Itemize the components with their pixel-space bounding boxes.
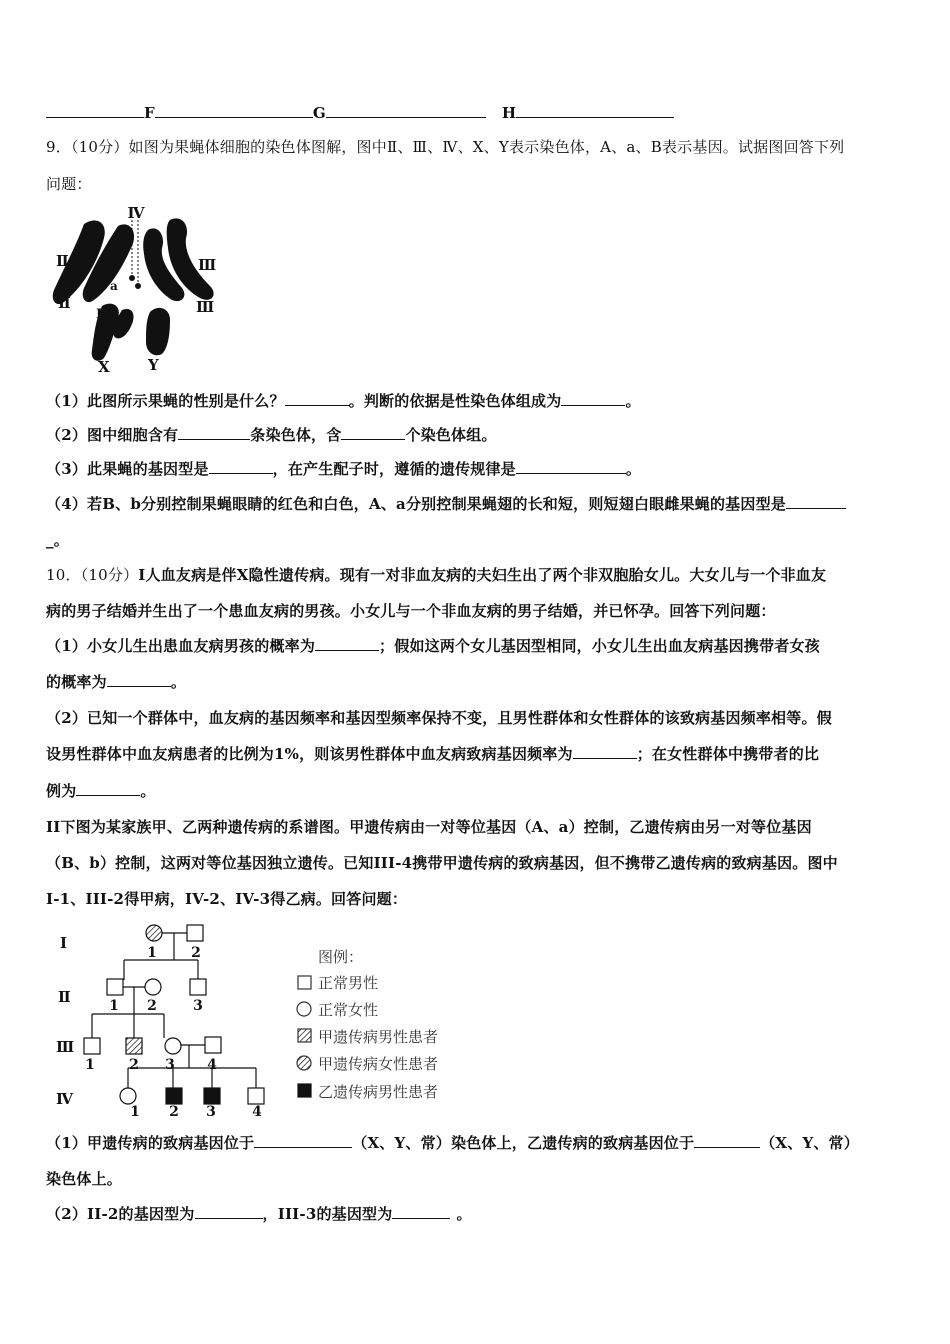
q10-final-q2-text-c: 。: [456, 1205, 472, 1223]
q9-score: （10分）: [70, 138, 129, 156]
q10-final-q2-blank-2[interactable]: [392, 1204, 450, 1219]
q10-number: 10．: [46, 566, 81, 584]
person-I-2: [187, 925, 203, 941]
q10-sub2-line2: [46, 744, 908, 764]
person-III-1: [84, 1038, 100, 1054]
q10-final-q2: [46, 1204, 908, 1224]
q10-final-q1-text-b: （X、Y、常）染色体上，乙遗传病的致病基因位于: [352, 1134, 695, 1152]
person-II-3: [190, 979, 206, 995]
q10-sub2-text-1: （2）已知一个群体中，血友病的基因频率和基因型频率保持不变，且男性群体和女性群体的该致病基因频率相等。假: [46, 709, 832, 727]
answer-line-fgh: [46, 103, 908, 123]
legend-normal-male: 正常男性: [318, 974, 379, 992]
q10-sub2-text-3b: 。: [140, 782, 156, 800]
num-III-3: 3: [165, 1057, 175, 1073]
gen-I: Ⅰ: [60, 934, 68, 952]
q10-final-q1-text-d: 染色体上。: [46, 1170, 123, 1188]
q10-final-q1-blank-2[interactable]: [694, 1133, 760, 1148]
q10-sub2-line1: [46, 708, 908, 728]
q9-sub3: [46, 459, 908, 479]
q10-final-q1-text-a: （1）甲遗传病的致病基因位于: [46, 1134, 255, 1152]
person-II-1: [107, 979, 123, 995]
person-IV-3: [204, 1088, 220, 1104]
q9-sub4-end-text: _。: [46, 531, 69, 549]
chromosome-IV-left: [129, 275, 135, 281]
gen-IV: Ⅳ: [56, 1090, 74, 1108]
q10-part2-text-3: I-1、III-2得甲病，IV-2、IV-3得乙病。回答问题：: [46, 890, 408, 908]
q10-part2-text-2: （B、b）控制，这两对等位基因独立遗传。已知III-4携带甲遗传病的致病基因，但不携带乙遗传病的致病基因。图中: [46, 854, 838, 872]
q10-part1-line2: [46, 601, 908, 621]
q9-sub2-text-a: （2）图中细胞含有: [46, 426, 179, 444]
chromosome-Y: [146, 308, 170, 355]
label-g: G: [312, 104, 326, 122]
q9-sub3-text-c: 。: [625, 460, 642, 478]
num-II-2: 2: [147, 998, 157, 1014]
num-I-1: 1: [147, 945, 157, 961]
q10-sub2-line3: [46, 781, 908, 801]
q9-sub4-blank[interactable]: [786, 494, 846, 509]
num-III-1: 1: [85, 1057, 95, 1073]
q9-sub3-blank-1[interactable]: [209, 459, 273, 474]
q9-sub3-blank-2[interactable]: [516, 459, 626, 474]
q10-final-q2-text-b: ，III-3的基因型为: [262, 1205, 393, 1223]
q9-sub2-blank-1[interactable]: [178, 425, 250, 440]
num-II-3: 3: [193, 998, 203, 1014]
num-III-2: 2: [129, 1057, 139, 1073]
q10-sub1-text-c: 的概率为: [46, 673, 107, 691]
q10-part2-line3: [46, 889, 908, 909]
gen-II: Ⅱ: [58, 988, 71, 1006]
q9-sub1-text-b: 。判断的依据是性染色体组成为: [348, 392, 562, 410]
person-III-2: [126, 1038, 142, 1054]
legend-a-female: 甲遗传病女性患者: [318, 1055, 439, 1073]
num-III-4: 4: [207, 1057, 217, 1073]
legend-normal-female: 正常女性: [318, 1001, 379, 1019]
q10-final-q1-line2: [46, 1169, 908, 1189]
q10-part2-line1: [46, 817, 908, 837]
legend-b-male-icon: [298, 1084, 311, 1097]
legend-normal-male-icon: [298, 976, 311, 989]
num-IV-4: 4: [252, 1104, 262, 1120]
q9-sub4-text-a: （4）若B、b分别控制果蝇眼睛的红色和白色，A、a分别控制果蝇翅的长和短，则短翅白眼雌果蝇的基因型是: [46, 495, 786, 513]
q10-part2-text-1: II下图为某家族甲、乙两种遗传病的系谱图。甲遗传病由一对等位基因（A、a）控制，乙遗传病由另一对等位基因: [46, 818, 812, 836]
person-IV-4: [248, 1088, 264, 1104]
label-h: H: [501, 104, 517, 122]
q9-sub4-end: [46, 530, 908, 550]
blank-h[interactable]: [516, 103, 674, 118]
label-gene-a: a: [110, 279, 118, 293]
q9-sub4: [46, 494, 908, 514]
legend-a-male: 甲遗传病男性患者: [318, 1028, 439, 1046]
legend-normal-female-icon: [297, 1002, 311, 1016]
person-II-2: [145, 979, 161, 995]
q9-sub3-text-b: ，在产生配子时，遵循的遗传规律是: [272, 460, 516, 478]
q9-sub1-text-c: 。: [625, 392, 641, 410]
q10-sub2-blank-1[interactable]: [573, 744, 637, 759]
legend-b-male: 乙遗传病男性患者: [318, 1083, 439, 1101]
blank-g[interactable]: [326, 103, 486, 118]
pedigree-figure: [46, 916, 476, 1122]
q10-final-q1-blank-1[interactable]: [254, 1133, 352, 1148]
chromosome-figure: [46, 202, 226, 378]
person-III-4: [205, 1037, 221, 1053]
blank-e[interactable]: [46, 103, 144, 118]
label-II-top: Ⅱ: [56, 252, 69, 270]
q9-stem-2: 问题：: [46, 175, 92, 193]
num-IV-1: 1: [130, 1104, 140, 1120]
q10-sub1-line2: [46, 672, 908, 692]
label-III-top: Ⅲ: [198, 256, 217, 274]
num-IV-2: 2: [169, 1104, 179, 1120]
q10-final-q1-line1: [46, 1133, 908, 1153]
q9-sub1-blank-1[interactable]: [285, 391, 349, 406]
num-II-1: 1: [109, 998, 119, 1014]
blank-f[interactable]: [155, 103, 313, 118]
q9-sub2: [46, 425, 908, 445]
label-Y: Y: [148, 356, 159, 374]
label-IV: Ⅳ: [127, 204, 145, 222]
person-IV-2: [166, 1088, 182, 1104]
q10-part1-text-1: I人血友病是伴X隐性遗传病。现有一对非血友病的夫妇生出了两个非双胞胎女儿。大女儿与一个非血友: [138, 566, 827, 584]
legend-a-female-icon: [297, 1056, 311, 1070]
q9-sub1-text-a: （1）此图所示果蝇的性别是什么？: [46, 392, 285, 410]
q10-sub2-text-2b: ；在女性群体中携带者的比: [636, 745, 820, 763]
q10-score: （10分）: [80, 566, 139, 584]
q10-sub1-text-b: ；假如这两个女儿基因型相同，小女儿生出血友病基因携带者女孩: [379, 637, 820, 655]
q10-part1-line1: [46, 565, 908, 585]
q10-final-q2-text-a: （2）II-2的基因型为: [46, 1205, 195, 1223]
q9-stem-line1: [46, 137, 908, 157]
q10-sub2-text-3a: 例为: [46, 782, 77, 800]
q9-stem-line2: [46, 174, 908, 194]
q10-final-q1-text-c: （X、Y、常）: [760, 1134, 859, 1152]
gen-III: Ⅲ: [56, 1038, 75, 1056]
q10-sub1-blank-2[interactable]: [107, 672, 171, 687]
label-gene-A: A: [72, 249, 83, 264]
person-IV-1: [120, 1088, 136, 1104]
q10-part2-line2: [46, 853, 908, 873]
label-X: X: [98, 358, 110, 376]
person-III-3: [165, 1038, 181, 1054]
chromosome-IV-right: [135, 283, 141, 289]
q9-sub1-blank-2[interactable]: [561, 391, 625, 406]
q10-sub2-blank-2[interactable]: [76, 781, 140, 796]
legend-title: 图例：: [318, 948, 364, 966]
q10-sub1-line1: [46, 636, 908, 656]
person-I-1: [146, 925, 162, 941]
q10-sub1-text-a: （1）小女儿生出患血友病男孩的概率为: [46, 637, 316, 655]
q10-final-q2-blank-1[interactable]: [195, 1204, 263, 1219]
q9-sub2-blank-2[interactable]: [341, 425, 405, 440]
label-f: F: [144, 104, 155, 122]
q10-sub1-blank-1[interactable]: [315, 636, 379, 651]
q9-sub2-text-b: 条染色体，含: [250, 426, 342, 444]
q9-sub3-text-a: （3）此果蝇的基因型是: [46, 460, 209, 478]
q9-stem-1: 如图为果蝇体细胞的染色体图解，图中Ⅱ、Ⅲ、Ⅳ、X、Y表示染色体，A、a、B表示基因。试据图回答下列: [128, 138, 845, 156]
num-I-2: 2: [191, 945, 201, 961]
q10-part1-text-2: 病的男子结婚并生出了一个患血友病的男孩。小女儿与一个非血友病的男子结婚，并已怀孕。回答下列问题：: [46, 602, 776, 620]
label-III-bottom: Ⅲ: [196, 298, 215, 316]
num-IV-3: 3: [206, 1104, 216, 1120]
q10-sub1-text-d: 。: [170, 673, 187, 691]
q9-sub1: [46, 391, 908, 411]
label-gene-B: B: [96, 307, 107, 322]
label-II-bottom: Ⅱ: [58, 294, 71, 312]
q9-sub2-text-c: 个染色体组。: [405, 426, 497, 444]
q10-sub2-text-2a: 设男性群体中血友病患者的比例为1%，则该男性群体中血友病致病基因频率为: [46, 745, 573, 763]
legend-a-male-icon: [298, 1029, 311, 1042]
q9-number: 9．: [46, 138, 71, 156]
